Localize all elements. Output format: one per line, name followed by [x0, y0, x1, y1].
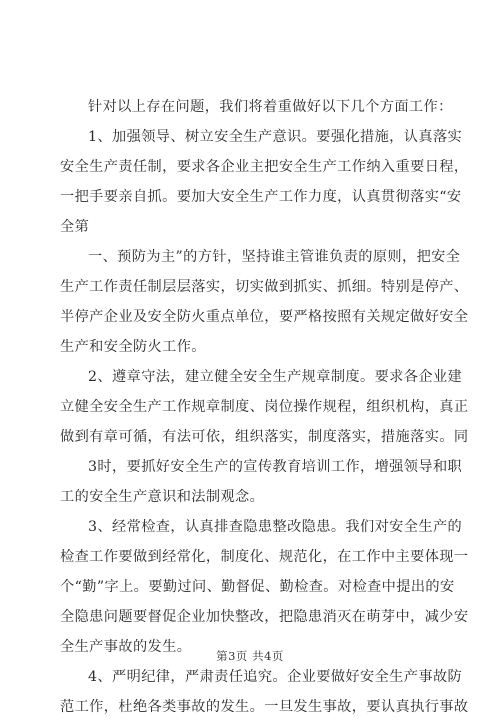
text-line: 一把手要亲自抓。要加大安全生产工作力度，认真贯彻落实“安 [60, 189, 462, 205]
text-line: 全生产事故的发生。 [60, 639, 192, 655]
text-line: 个“勤”字上。要勤过问、勤督促、勤检查。对检查中提出的安 [60, 579, 455, 595]
text-line: 范工作，杜绝各类事故的发生。一旦发生事故，要认真执行事故 [60, 699, 469, 715]
text-line: 检查工作要做到经常化，制度化、规范化，在工作中主要体现一 [60, 549, 469, 565]
text-line: 生产和安全防火工作。 [60, 339, 206, 355]
text-line: 2、遵章守法，建立健全安全生产规章制度。要求各企业建 [88, 369, 463, 385]
paragraph-item-1 [60, 122, 469, 242]
text-line: 3、经常检查，认真排查隐患整改隐患。我们对安全生产的 [88, 519, 463, 535]
text-line: 一、预防为主”的方针，坚持谁主管谁负责的原则，把安全 [88, 249, 461, 265]
text-line: 做到有章可循，有法可依，组织落实，制度落实，措施落实。同 [60, 429, 469, 445]
page-footer [0, 648, 500, 664]
paragraph-item-4 [60, 662, 469, 722]
text-line: 1、加强领导、树立安全生产意识。要强化措施，认真落实 [88, 129, 463, 145]
text-line: 工的安全生产意识和法制观念。 [60, 489, 265, 505]
paragraph-item-2-continued [60, 452, 463, 512]
document-body [60, 92, 469, 722]
paragraph-item-2 [60, 362, 469, 452]
text-line: 立健全安全生产工作规章制度、岗位操作规程，组织机构，真正 [60, 399, 469, 415]
page-number: 第3页 共4页 [216, 649, 284, 663]
text-line: 4、严明纪律，严肃责任追究。企业要做好安全生产事故防 [88, 669, 463, 685]
paragraph-item-3 [60, 512, 469, 662]
paragraph-item-1-continued [60, 242, 469, 362]
paragraph-intro [60, 92, 453, 122]
text-line: 生产工作责任制层层落实，切实做到抓实、抓细。特别是停产、 [60, 279, 469, 295]
text-line: 半停产企业及安全防火重点单位，要严格按照有关规定做好安全 [60, 309, 469, 325]
text-line: 针对以上存在问题，我们将着重做好以下几个方面工作： [88, 99, 453, 115]
text-line: 全第 [60, 219, 90, 235]
text-line: 3时，要抓好安全生产的宣传教育培训工作，增强领导和职 [88, 459, 463, 475]
text-line: 安全生产责任制，要求各企业主把安全生产工作纳入重要日程， [60, 159, 469, 175]
text-line: 全隐患问题要督促企业加快整改，把隐患消灭在萌芽中，减少安 [60, 609, 469, 625]
